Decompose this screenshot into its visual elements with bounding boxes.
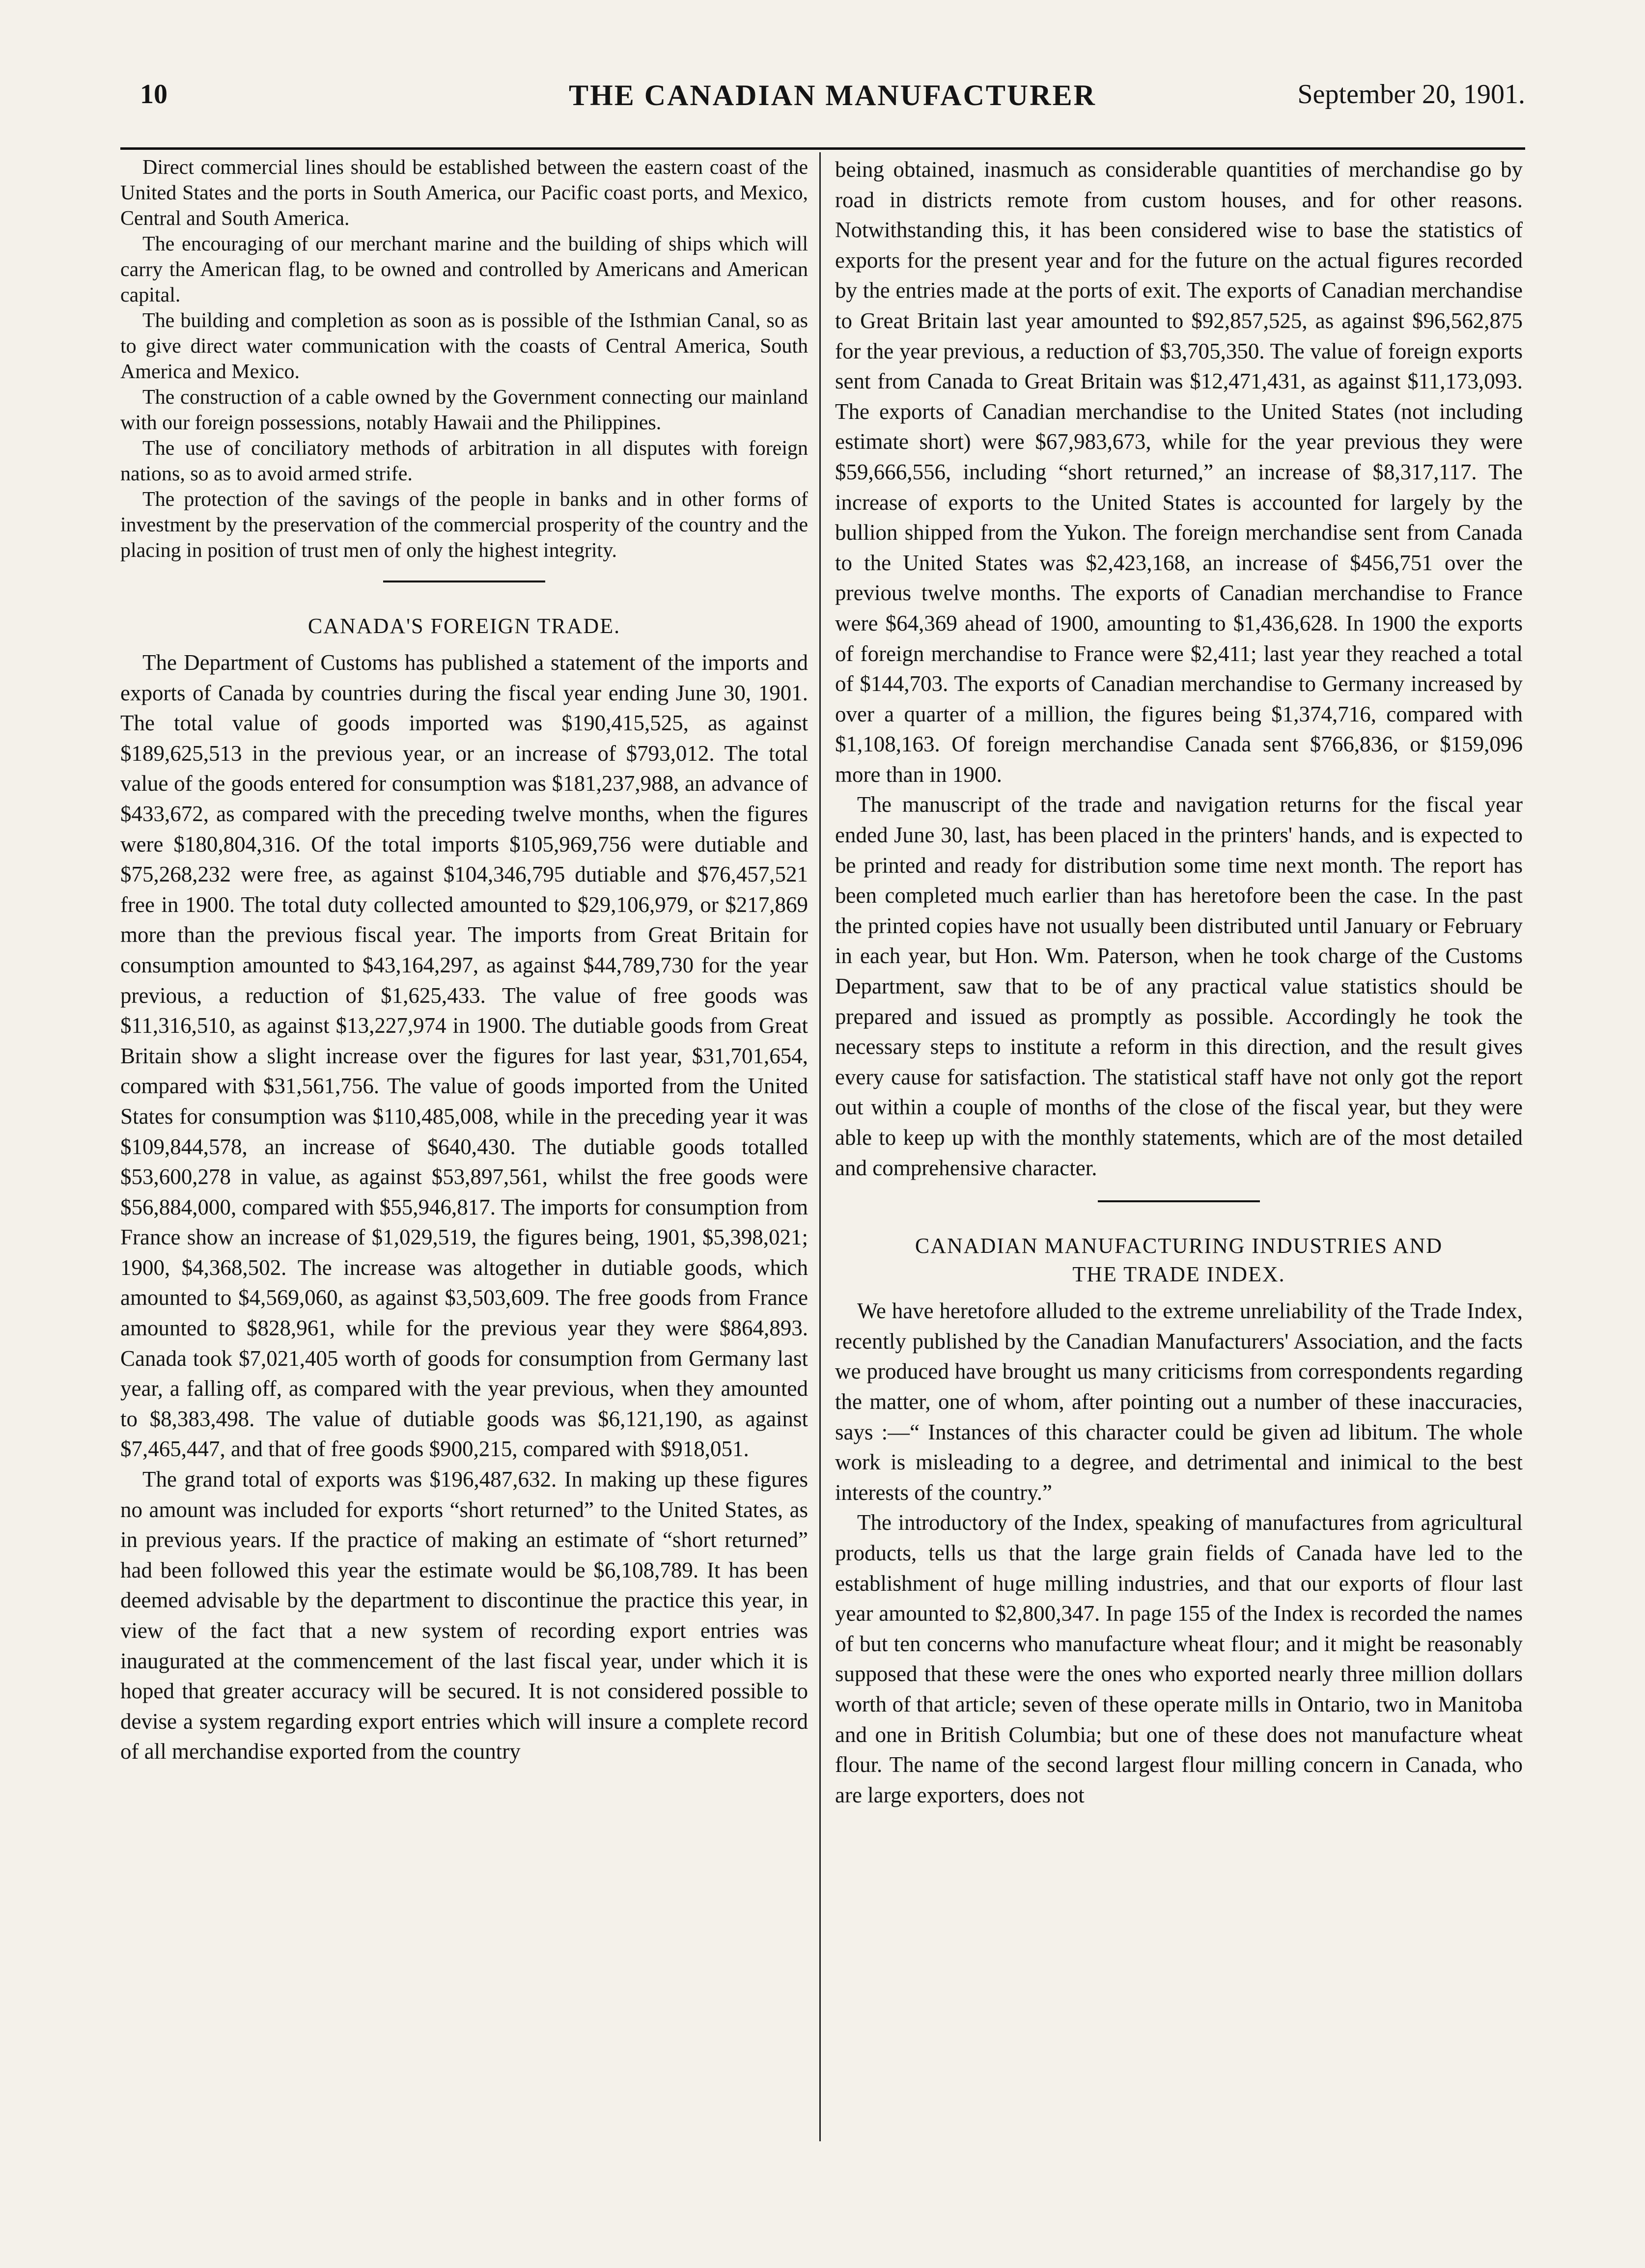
platform-item: The use of conciliatory methods of arbitration in all disputes with foreign nations, so as to avoid armed strife. <box>120 437 808 485</box>
masthead: THE CANADIAN MANUFACTURER <box>569 79 1096 111</box>
header-rule <box>120 147 1525 150</box>
section-heading-line: THE TRADE INDEX. <box>1072 1262 1285 1287</box>
section-heading-foreign-trade: CANADA'S FOREIGN TRADE. <box>307 614 621 638</box>
article-paragraph: We have heretofore alluded to the extreme unreliability of the Trade Index, recently published by the Canadian Manufacturers' Association, and the facts we produced have brought us many criticisms from correspondents regarding the matter, one of whom, after pointing out a number of these inaccuracies, says :—“ Instances of this character could be given ad libitum. The whole work is misleading to a degree, and detrimental and inimical to the best interests of the country.” <box>835 1299 1523 1505</box>
article-paragraph: The introductory of the Index, speaking of manufactures from agricultural products, tells us that the large grain fields of Canada have led to the establishment of huge milling industries, and that our exports of flour last year amounted to $2,800,347. In page 155 of the Index is recorded the names of but ten concerns who manufacture wheat flour; and it might be reasonably supposed that these were the ones who exported nearly three million dollars worth of that article; seven of these operate mills in Ontario, two in Manitoba and one in British Columbia; but one of these does not manufacture wheat flour. The name of the second largest flour milling concern in Canada, who are large exporters, does not <box>835 1510 1523 1807</box>
platform-item: Direct commercial lines should be established between the eastern coast of the United States and the ports in South America, our Pacific coast ports, and Mexico, Central and South America. <box>120 156 808 230</box>
platform-item: The encouraging of our merchant marine and the building of ships which will carry the American flag, to be owned and controlled by Americans and American capital. <box>120 233 808 306</box>
platform-item: The protection of the savings of the people in banks and in other forms of investment by the preservation of the commercial prosperity of the country and the placing in position of trust men of only the highest integrity. <box>120 488 808 562</box>
page-number: 10 <box>140 79 167 110</box>
platform-item: The construction of a cable owned by the Government connecting our mainland with our foreign possessions, notably Hawaii and the Philippines. <box>120 386 808 434</box>
article-paragraph-continued: being obtained, inasmuch as considerable quantities of merchandise go by road in districts remote from custom houses, and for other reasons. Notwithstanding this, it has been considered wise to base the statistics of exports for the present year and for the future on the actual figures recorded by the entries made at the ports of exit. The exports of Canadian merchandise to Great Britain last year amounted to $92,857,525, as against $96,562,875 for the year previous, a reduction of $3,705,350. The value of foreign exports sent from Canada to Great Britain was $12,471,431, as against $11,173,093. The exports of Canadian merchandise to the United States (not including estimate short) were $67,983,673, while for the year previous they were $59,666,556, including “short returned,” an increase of $8,317,117. The increase of exports to the United States is accounted for largely by the bullion shipped from the Yukon. The foreign merchandise sent from Canada to the United States was $2,423,168, an increase of $456,751 over the previous twelve months. The exports of Canadian merchandise to France were $64,369 ahead of 1900, amounting to $1,436,628. In 1900 the exports of foreign merchandise to France were $2,411; last year they reached a total of $144,703. The exports of Canadian merchandise to Germany increased by over a quarter of a million, the figures being $1,374,716, compared with $1,108,163. Of foreign merchandise Canada sent $766,836, or $159,096 more than in 1900. <box>835 157 1523 787</box>
section-divider <box>1098 1200 1260 1202</box>
platform-item: The building and completion as soon as is possible of the Isthmian Canal, so as to give direct water communication with the coasts of Central America, South America and Mexico. <box>120 309 808 383</box>
section-divider <box>383 581 545 582</box>
page-header <box>140 79 1525 128</box>
right-column <box>835 155 1523 1810</box>
column-divider <box>819 152 821 2141</box>
platform-list <box>120 155 808 563</box>
article-paragraph: The grand total of exports was $196,487,632. In making up these figures no amount was included for exports “short returned” to the United States, as in previous years. If the practice of making an estimate of “short returned” had been followed this year the estimate would be $6,108,789. It has been deemed advisable by the department to discontinue the practice this year, in view of the fact that a new system of recording export entries was inaugurated at the commencement of the last fiscal year, under which it is hoped that greater accuracy will be secured. It is not considered possible to devise a system regarding export entries which will insure a complete record of all merchandise exported from the country <box>120 1467 808 1764</box>
issue-date: September 20, 1901. <box>1297 79 1525 110</box>
section-heading-line: CANADIAN MANUFACTURING INDUSTRIES AND <box>915 1234 1443 1258</box>
article-paragraph: The manuscript of the trade and navigation returns for the fiscal year ended June 30, last, has been placed in the printers' hands, and is expected to be printed and ready for distribution some time next month. The report has been completed much earlier than has heretofore been the case. In the past the printed copies have not usually been distributed until January or February in each year, but Hon. Wm. Paterson, when he took charge of the Customs Department, saw that to be of any practical value statistics should be prepared and issued as promptly as possible. Accordingly he took the necessary steps to institute a reform in this direction, and the result gives every cause for satisfaction. The statistical staff have not only got the report out within a couple of months of the close of the fiscal year, but they were able to keep up with the monthly statements, which are of the most detailed and comprehensive character. <box>835 792 1523 1180</box>
article-paragraph: The Department of Customs has published a statement of the imports and exports of Canada by countries during the fiscal year ending June 30, 1901. The total value of goods imported was $190,415,525, as against $189,625,513 in the previous year, or an increase of $793,012. The total value of the goods entered for consumption was $181,237,988, an advance of $433,672, as compared with the preceding twelve months, when the figures were $180,804,316. Of the total imports $105,969,756 were dutiable and $75,268,232 were free, as against $104,346,795 dutiable and $76,457,521 free in 1900. The total duty collected amounted to $29,106,979, or $217,869 more than the previous fiscal year. The imports from Great Britain for consumption amounted to $43,164,297, as against $44,789,730 for the year previous, a reduction of $1,625,433. The value of free goods was $11,316,510, as against $13,227,974 in 1900. The dutiable goods from Great Britain show a slight increase over the figures for last year, $31,701,654, compared with $31,561,756. The value of goods imported from the United States for consumption was $110,485,008, while in the preceding year it was $109,844,578, an increase of $640,430. The dutiable goods totalled $53,600,278 in value, as against $53,897,561, whilst the free goods were $56,884,000, compared with $55,946,817. The imports for consumption from France show an increase of $1,029,519, the figures being, 1901, $5,398,021; 1900, $4,368,502. The increase was altogether in dutiable goods, which amounted to $4,569,060, as against $3,503,609. The free goods from France amounted to $828,961, while for the previous year they were $864,893. Canada took $7,021,405 worth of goods for consumption from Germany last year, a falling off, as compared with the year previous, when they amounted to $8,383,498. The value of dutiable goods was $6,121,190, as against $7,465,447, and that of free goods $900,215, compared with $918,051. <box>120 650 808 1462</box>
section-heading-trade-index <box>835 1232 1523 1289</box>
left-column <box>120 155 808 1767</box>
